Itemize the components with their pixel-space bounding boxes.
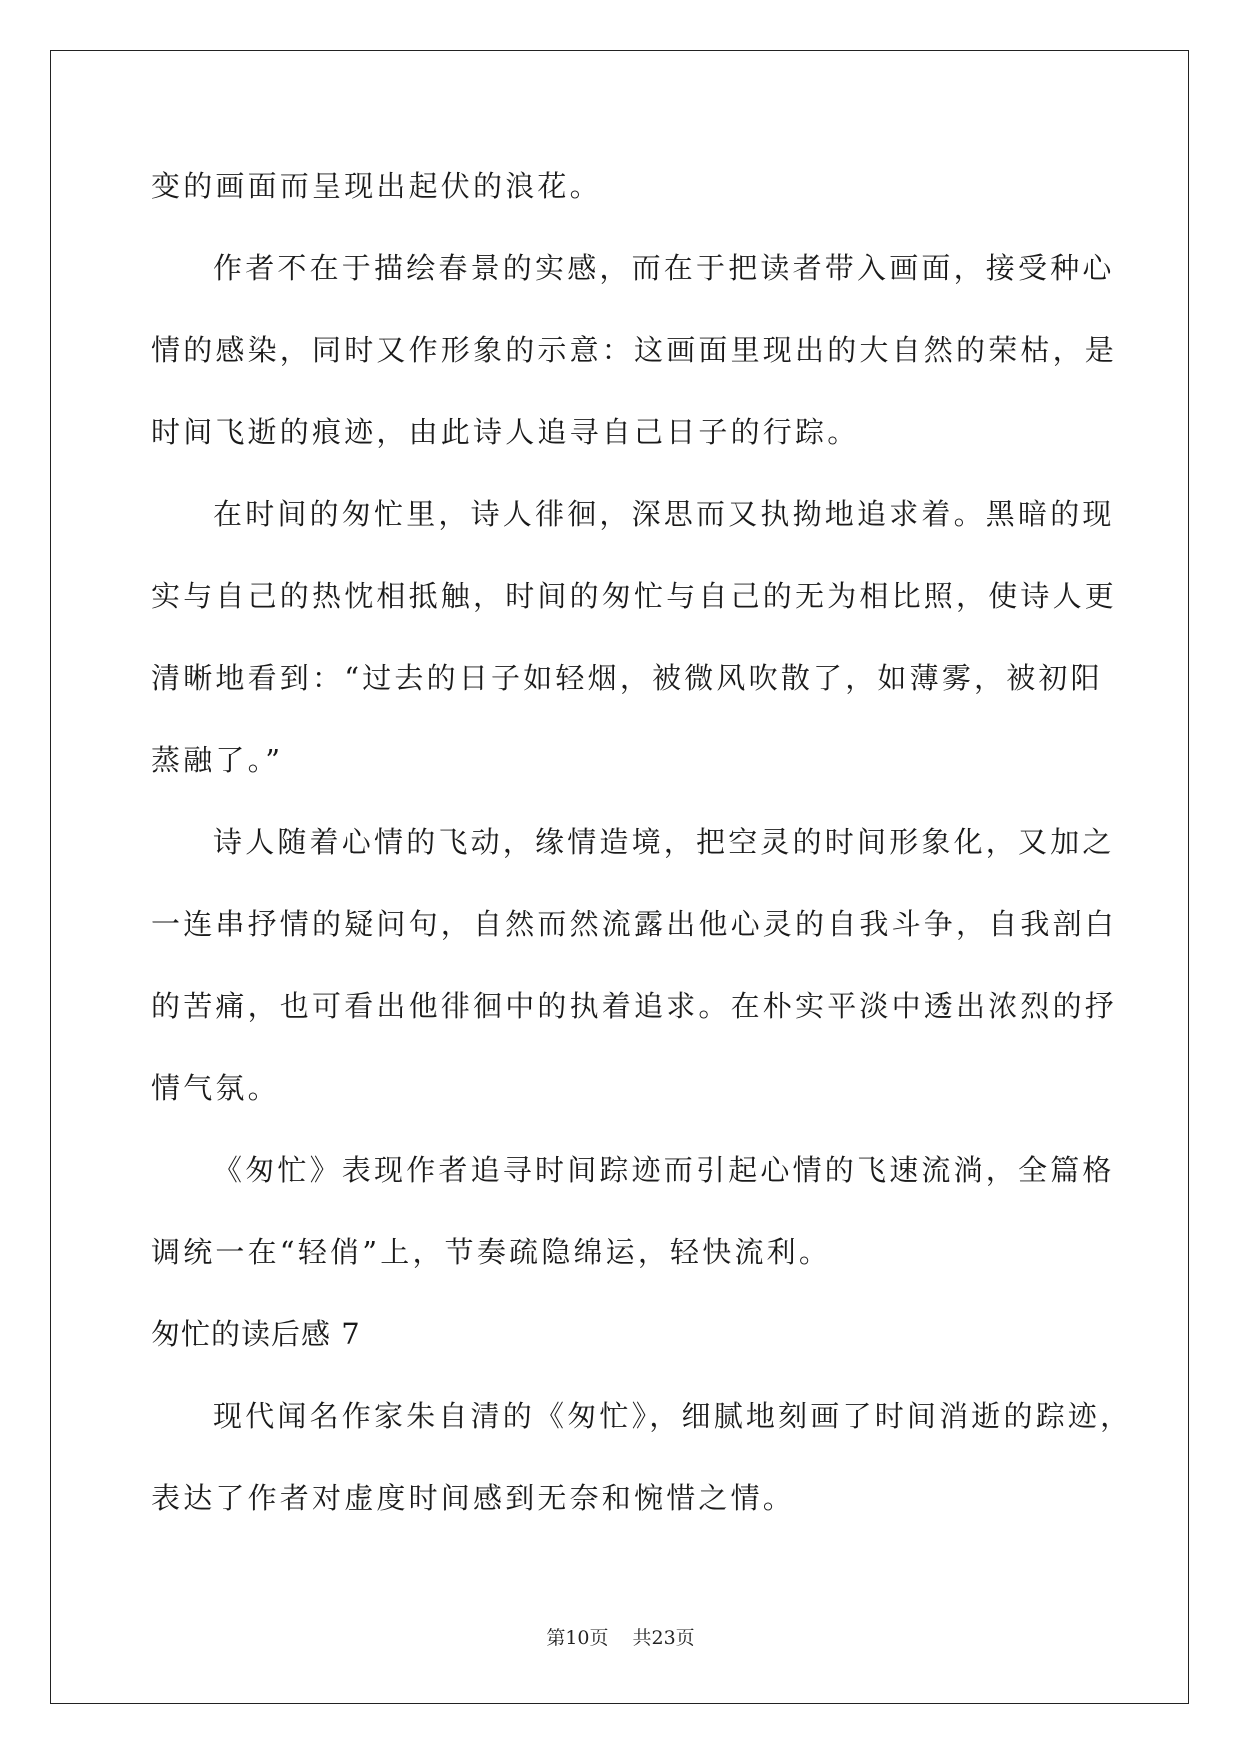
- page-total: 共23页: [632, 1627, 695, 1649]
- page-footer: [0, 1623, 1241, 1650]
- section-heading: 匆忙的读后感 7: [151, 1317, 361, 1351]
- text-line: 情气氛。: [151, 1071, 280, 1105]
- text-line: 在时间的匆忙里，诗人徘徊，深思而又执拗地追求着。黑暗的现: [213, 497, 1115, 531]
- text-line: 清晰地看到：“过去的日子如轻烟，被微风吹散了，如薄雾，被初阳: [151, 661, 1103, 695]
- text-line: 时间飞逝的痕迹，由此诗人追寻自己日子的行踪。: [151, 415, 860, 449]
- text-line: 情的感染，同时又作形象的示意：这画面里现出的大自然的荣枯，是: [151, 333, 1118, 367]
- text-line: 调统一在“轻俏”上，节奏疏隐绵运，轻快流利。: [151, 1235, 832, 1269]
- text-line: 诗人随着心情的飞动，缘情造境，把空灵的时间形象化，又加之: [213, 825, 1115, 859]
- text-line: 现代闻名作家朱自清的《匆忙》，细腻地刻画了时间消逝的踪迹，: [213, 1399, 1133, 1433]
- text-line: 的苦痛，也可看出他徘徊中的执着追求。在朴实平淡中透出浓烈的抒: [151, 989, 1118, 1023]
- page-number: 第10页: [546, 1627, 609, 1649]
- text-line: 《匆忙》表现作者追寻时间踪迹而引起心情的飞速流淌，全篇格: [213, 1153, 1115, 1187]
- text-line: 表达了作者对虚度时间感到无奈和惋惜之情。: [151, 1481, 796, 1515]
- text-line: 作者不在于描绘春景的实感，而在于把读者带入画面，接受种心: [213, 251, 1115, 285]
- document-body: [151, 145, 1133, 1539]
- text-line: 实与自己的热忱相抵触，时间的匆忙与自己的无为相比照，使诗人更: [151, 579, 1118, 613]
- text-line: 一连串抒情的疑问句，自然而然流露出他心灵的自我斗争，自我剖白: [151, 907, 1118, 941]
- text-line: 变的画面而呈现出起伏的浪花。: [151, 169, 602, 203]
- text-line: 蒸融了。”: [151, 743, 284, 777]
